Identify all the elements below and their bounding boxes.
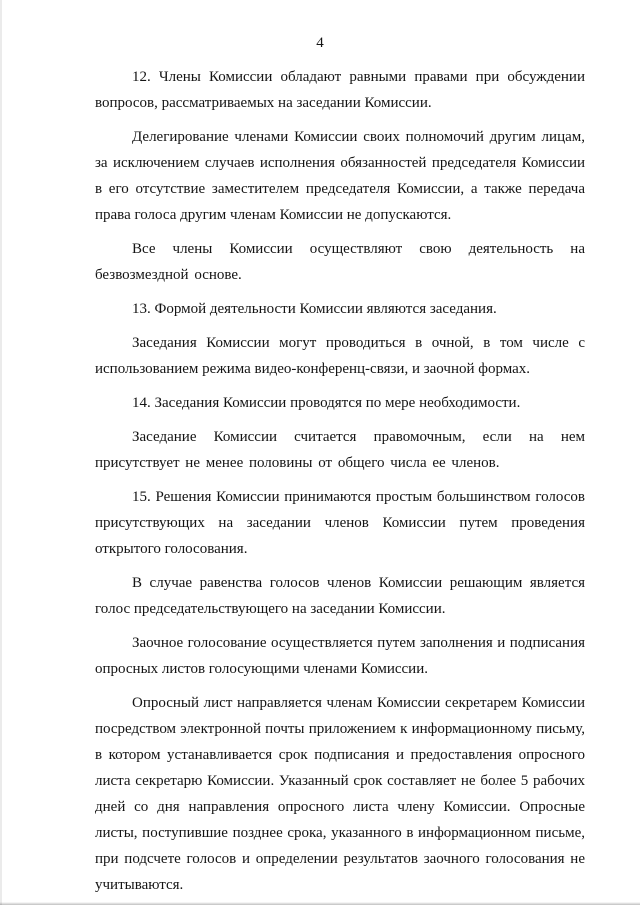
paragraph-quorum: Заседание Комиссии считается правомочным, если на нем присутствует не менее половины от общего числа ее членов.	[95, 429, 585, 471]
paragraph-12-equal-rights: 12. Члены Комиссии обладают равными правами при обсуждении вопросов, рассматриваемых на заседании Комиссии.	[95, 69, 585, 111]
paragraph-free-basis: Все члены Комиссии осуществляют свою деятельность на безвозмездной основе.	[95, 241, 585, 283]
paragraph-questionnaire: Опросный лист направляется членам Комиссии секретарем Комиссии посредством электронной почты приложением к информационному письму, в котором устанавливается срок подписания и предоставления опросного листа секретарю Комиссии. Указанный срок составляет не более 5 рабочих дней со дня направления опросного листа члену Комиссии. Опросные листы, поступившие позднее срока, указанного в информационном письме, при подсчете голосов и определении результатов заочного голосования не учитываются.	[95, 695, 585, 893]
paragraph-15-decisions: 15. Решения Комиссии принимаются простым большинством голосов присутствующих на заседании членов Комиссии путем проведения открытого голосования.	[95, 489, 585, 557]
paragraph-absentee-voting: Заочное голосование осуществляется путем заполнения и подписания опросных листов голосующими членами Комиссии.	[95, 635, 585, 677]
paragraph-meeting-formats: Заседания Комиссии могут проводиться в очной, в том числе с использованием режима видео-конференц-связи, и заочной формах.	[95, 335, 585, 377]
paragraph-delegation: Делегирование членами Комиссии своих полномочий другим лицам, за исключением случаев исполнения обязанностей председателя Комиссии в его отсутствие заместителем председателя Комиссии, а также передача права голоса другим членам Комиссии не допускаются.	[95, 129, 585, 223]
document-body	[95, 64, 585, 906]
scan-edge-left	[0, 0, 2, 905]
paragraph-14-meeting-frequency: 14. Заседания Комиссии проводятся по мере необходимости.	[132, 395, 521, 411]
paragraph-tie-vote: В случае равенства голосов членов Комиссии решающим является голос председательствующего на заседании Комиссии.	[95, 575, 585, 617]
page-number: 4	[316, 35, 324, 51]
paragraph-13-meetings-form: 13. Формой деятельности Комиссии являются заседания.	[132, 301, 497, 317]
